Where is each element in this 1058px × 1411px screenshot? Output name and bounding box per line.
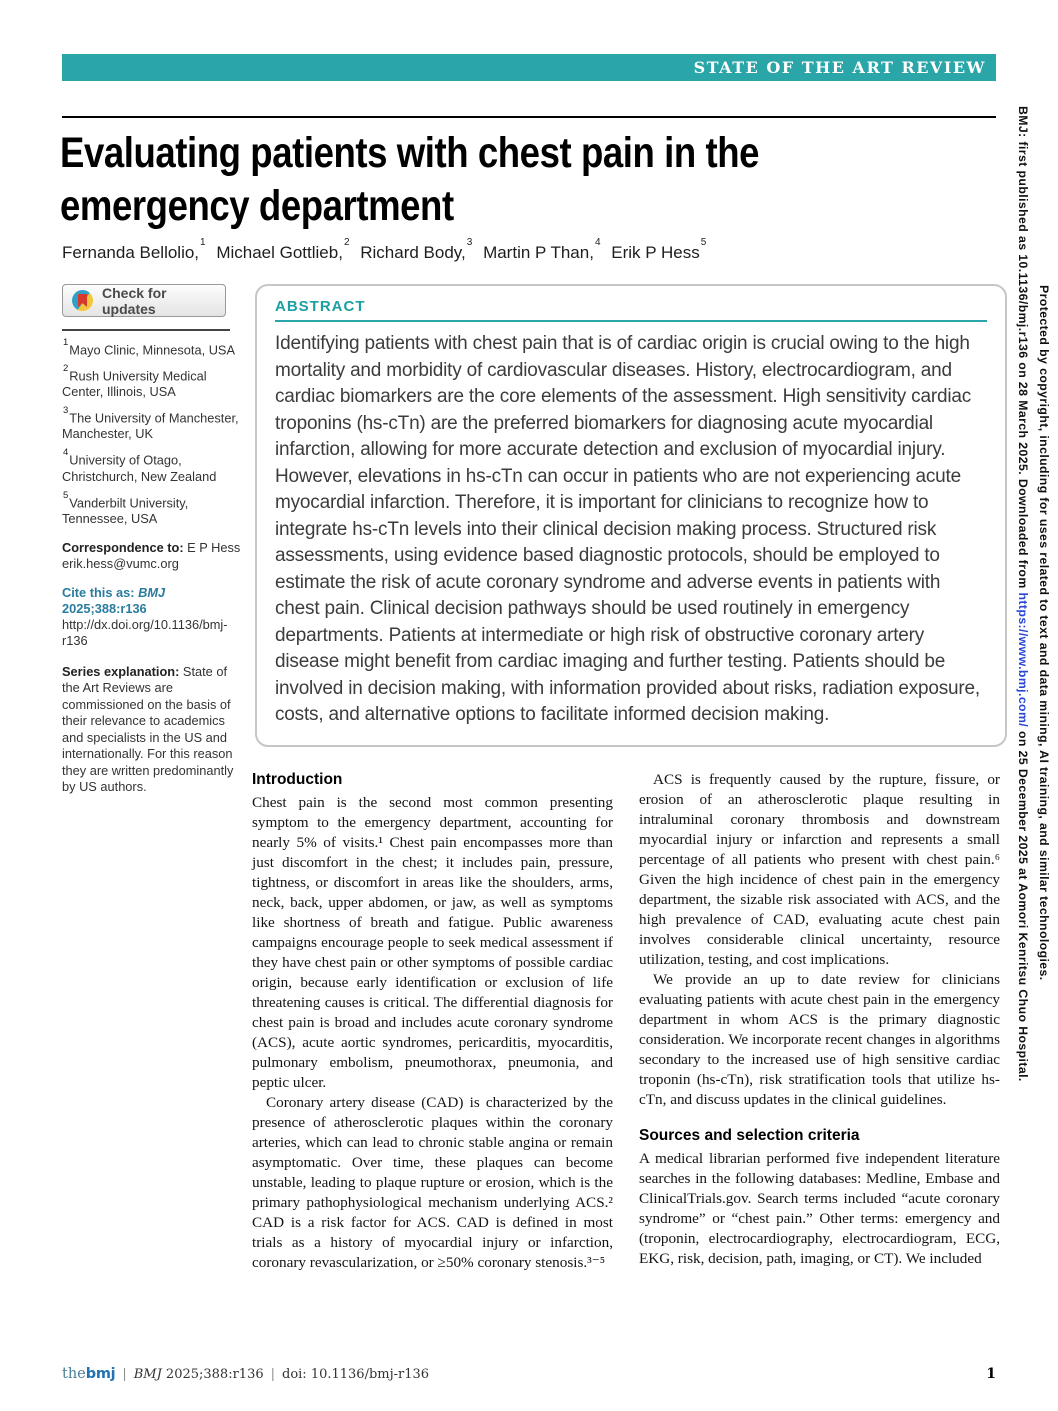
body-paragraph: Chest pain is the second most common presenting symptom to the emergency department, accounting for nearly 5% of visits.¹ Chest pain encompasses more than just discomfort in the chest; it includes pain, pressure, tightness, or discomfort in areas like the shoulders, arms, neck, back, upper abdomen, or jaw, as well as symptoms like shortness of breath and fatigue. Public awareness campaigns encourage people to seek medical assessment if they have chest pain or other symptoms of possible cardiac origin, because early identification or exclusion of life threatening causes is critical. The differential diagnosis for chest pain is broad and includes acute coronary syndrome (ACS), acute aortic syndromes, pericarditis, myocarditis, pulmonary embolism, pneumothorax, pneumonia, and peptic ulcer.: [252, 794, 613, 1091]
affiliation-item: $^3$The University of Manchester, Manchester, UK: [62, 405, 239, 442]
copyright-text-post: on 25 December 2025 at Aomori Kenritsu Chuo Hospital.: [1016, 727, 1030, 1082]
correspondence: [62, 540, 244, 572]
cite-doi-link[interactable]: http://dx.doi.org/10.1136/bmj-r136: [62, 616, 228, 648]
body-paragraph: A medical librarian performed five independent literature searches in the following databases: Medline, Embase and ClinicalTrials.gov. Search terms included “acute coronary syndrome” or “chest pain.” Other terms: emergency and (troponin, electrocardiography, electrocardiogram, ECG, EKG, risk, decision, path, imaging, or CT). We included: [639, 1150, 1000, 1267]
check-for-updates-button[interactable]: [62, 284, 226, 317]
copyright-sidebar-line2: Protected by copyright, including for uses related to text and data mining, AI training, and similar technologies.: [1037, 285, 1051, 981]
abstract-section: [255, 284, 1007, 747]
section-banner: STATE OF THE ART REVIEW: [62, 54, 996, 81]
series-text: State of the Art Reviews are commissioned on the basis of their relevance to academics and specialists in the US and internationally. For this reason they are written predominantly by US authors.: [62, 663, 234, 795]
author-affiliation-ref: 1: [200, 237, 206, 249]
cite-journal: BMJ: [138, 584, 166, 600]
intro-heading: Introduction: [252, 771, 343, 788]
affiliation-item: $^1$Mayo Clinic, Minnesota, USA: [63, 336, 236, 357]
article-body: [252, 770, 1000, 1273]
bookmark-ribbon-icon: [78, 294, 87, 307]
body-paragraph: We provide an up to date review for clinicians evaluating patients with acute chest pain in the emergency department in whom ACS is the primary diagnostic consideration. We incorporate recent changes in algorithms secondary to the increased use of high sensitive cardiac troponin (hs-cTn), risk stratification tools that utilize hs-cTn, and discuss updates in the clinical guidelines.: [639, 971, 1000, 1108]
body-column-left: [252, 770, 613, 1273]
sidebar-divider: [62, 329, 230, 331]
author-affiliation-ref: 3: [466, 237, 473, 249]
bmj-site-link[interactable]: https://www.bmj.com/: [1016, 592, 1030, 728]
series-explanation: [62, 664, 244, 796]
crossmark-icon: [72, 290, 93, 311]
affiliation-item: $^4$University of Otago, Christchurch, New Zealand: [62, 447, 217, 484]
correspondence-label: Correspondence to:: [62, 539, 184, 555]
correspondence-email-link[interactable]: erik.hess@vumc.org: [62, 555, 179, 571]
abstract-text: Identifying patients with chest pain that is of cardiac origin is crucial owing to the high mortality and morbidity of cardiovascular diseases. History, electrocardiogram, and cardiac biomarkers are the core elements of the assessment. High sensitivity cardiac troponins (hs-cTn) are the preferred biomarkers for diagnosing acute myocardial infarction, allowing for more accurate detection and exclusion of myocardial injury. However, elevations in hs-cTn can occur in patients who are not experiencing acute myocardial infarction. Therefore, it is important for clinicians to recognize how to integrate hs-cTn levels into their clinical decision making process. Structured risk assessments, using evidence based diagnostic protocols, should be employed to estimate the risk of acute coronary syndrome and adverse events in patients with chest pain. Clinical decision pathways should be used routinely in emergency departments. Patients at intermediate or high risk of obstructive coronary artery disease might benefit from cardiac imaging and further testing. Patients should be involved in decision making, with information provided about risks, radiation exposure, costs, and alternative options to facilitate informed decision making.: [275, 333, 980, 725]
author-affiliation-ref: 5: [700, 237, 707, 249]
copyright-sidebar-line1: [1016, 106, 1030, 1082]
journal-logo-the: the: [62, 1366, 86, 1382]
author-list: [62, 237, 712, 263]
check-for-updates-label: Check for updates: [102, 284, 167, 317]
author-affiliation-ref: 2: [343, 237, 350, 249]
left-sidebar: [62, 284, 244, 796]
footer-separator: |: [270, 1367, 275, 1382]
cite-this-as: [62, 585, 244, 617]
abstract-heading: ABSTRACT: [275, 298, 987, 322]
journal-logo-bmj: bmj: [85, 1366, 116, 1382]
author-name: Erik P Hess$^5$: [611, 237, 707, 262]
author-name: Martin P Than,$^4$: [483, 237, 601, 262]
author-name: Fernanda Bellolio,$^1$: [62, 237, 206, 262]
footer-citation: BMJ 2025;388:r136: [133, 1367, 264, 1382]
cite-ref: 2025;388:r136: [62, 600, 147, 616]
article-title: Evaluating patients with chest pain in the emergency department: [60, 129, 760, 230]
page-number: 1: [986, 1366, 996, 1382]
affiliation-item: $^2$Rush University Medical Center, Illinois, USA: [62, 362, 207, 400]
sources-heading: Sources and selection criteria: [639, 1127, 860, 1144]
author-name: Richard Body,$^3$: [360, 237, 473, 262]
body-paragraph: ACS is frequently caused by the rupture, fissure, or erosion of an atherosclerotic plaque resulting in intraluminal coronary thrombosis and downstream myocardial injury or infarction and represents a small percentage of all patients who present with chest pain.⁶ Given the high incidence of chest pain in the emergency department, the sizable risk associated with ACS, and the high prevalence of CAD, evaluating acute chest pain involves considerable clinical uncertainty, resource utilization, testing, and cost implications.: [639, 771, 1000, 968]
author-name: Michael Gottlieb,$^2$: [216, 237, 350, 262]
affiliation-item: $^5$Vanderbilt University, Tennessee, USA: [62, 489, 189, 526]
page-footer: [62, 1366, 996, 1382]
title-divider: [62, 116, 996, 118]
copyright-text-pre: BMJ: first published as 10.1136/bmj.r136 on 28 March 2025. Downloaded from: [1016, 106, 1030, 593]
author-affiliation-ref: 4: [594, 237, 601, 249]
series-label: Series explanation:: [62, 663, 180, 679]
body-paragraph: Coronary artery disease (CAD) is characterized by the presence of atherosclerotic plaques within the coronary arteries, which can lead to chronic stable angina or remain asymptomatic. Over time, these plaques can become unstable, leading to plaque rupture or erosion, which is the primary pathophysiological mechanism underlying ACS.² CAD is a risk factor for ACS. CAD is defined in most trials as a history of myocardial injury or infarction, coronary revascularization, or ≥50% coronary stenosis.³⁻⁵: [252, 1094, 613, 1271]
footer-doi: doi: 10.1136/bmj-r136: [282, 1367, 430, 1382]
correspondence-name: E P Hess: [187, 539, 241, 555]
footer-separator: |: [122, 1367, 127, 1382]
body-column-right: [639, 770, 1000, 1273]
cite-label: Cite this as:: [62, 584, 135, 600]
